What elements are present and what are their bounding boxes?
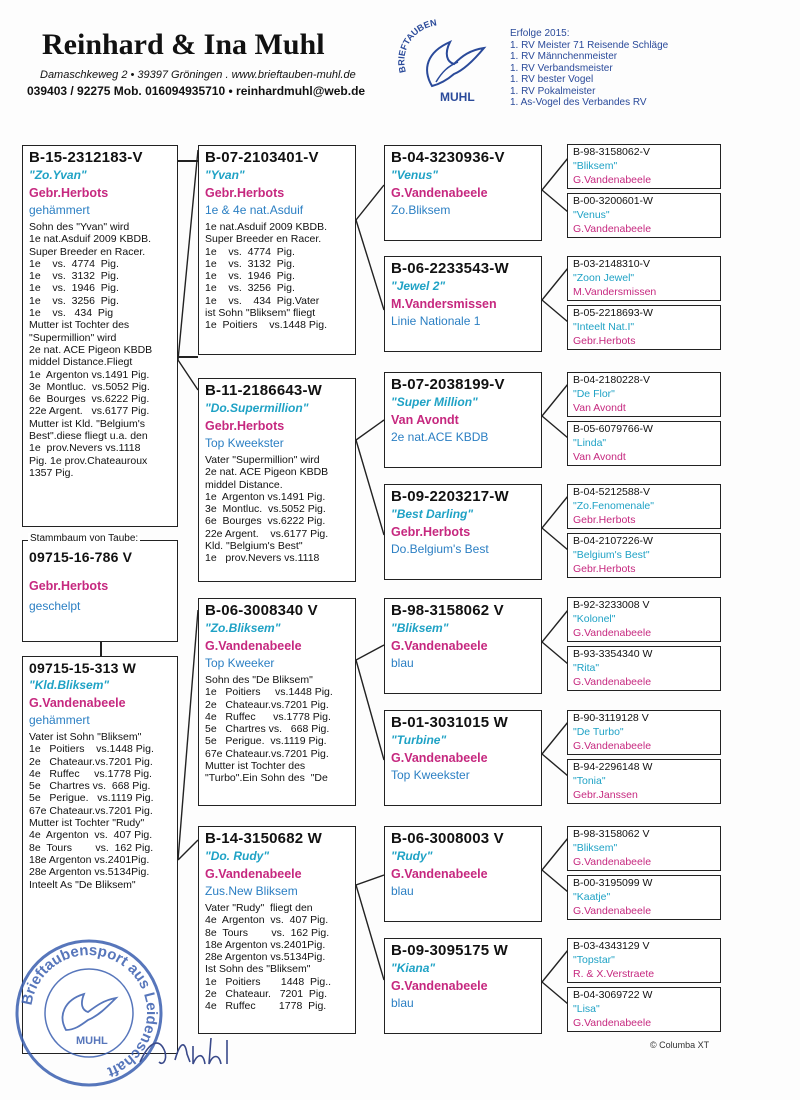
ring-number: B-05-6079766-W (573, 423, 653, 435)
ring-number: B-04-2107226-W (573, 535, 653, 547)
breeder: G.Vandenabeele (573, 740, 652, 752)
ring-number: B-06-2233543-W (391, 260, 509, 277)
description: Sohn des "Yvan" wird 1e nat.Asduif 2009 KBDB. Super Breeder en Racer. 1e vs. 4774 Pig. 1e vs. 3132 Pig. 1e vs. 1946 Pig. 1e vs. 3256 Pig. 1e vs. 434 Pig Mutter ist Tochter des "Supermillion" wird 2e nat. ACE Pigeon KBDB middel Distance.Fliegt 1e Argenton vs.1491 Pig. 3e Montluc. vs.5052 Pig. 6e Bourges vs.6222 Pig. 22e Argent. vs.6177 Pig. Mutter ist Kld. "Belgium's Best".diese fliegt u.a. den 1e prov.Nevers vs.1118 Pig. 1e prov.Chateauroux 1357 Pig. (29, 221, 153, 479)
ring-number: B-98-3158062-V (573, 146, 651, 158)
ring-number: B-07-2038199-V (391, 376, 505, 393)
pigeon-name: "Best Darling" (391, 507, 474, 521)
description: Vater "Rudy" fliegt den 4e Argenton vs. 407 Pig. 8e Tours vs. 162 Pig. 18e Argenton vs.2401Pig. 28e Argenton vs.5134Pig. Ist Sohn des "Bliksem" 1e Poitiers 1448 Pig.. 2e Chateaur. 7201 Pig. 4e Ruffec 1778 Pig. (205, 902, 332, 1013)
breeder: Gebr.Herbots (573, 514, 636, 526)
pigeon-name: "De Flor" (573, 388, 615, 400)
breeder: G.Vandenabeele (205, 639, 302, 653)
pigeon-name: "Linda" (573, 437, 607, 449)
note: Do.Belgium's Best (391, 542, 489, 556)
breeder: G.Vandenabeele (391, 979, 488, 993)
breeder: G.Vandenabeele (391, 639, 488, 653)
note: Top Kweeker (205, 656, 275, 670)
breeder: Gebr.Herbots (29, 186, 109, 200)
note: blau (391, 884, 414, 898)
note: 1e & 4e nat.Asduif (205, 203, 304, 217)
parent-card (198, 145, 356, 355)
breeder: G.Vandenabeele (391, 867, 488, 881)
pigeon-name: "Yvan" (205, 168, 245, 182)
svg-text:BRIEFTAUBEN: BRIEFTAUBEN (396, 17, 438, 74)
parent-card (198, 378, 356, 582)
pigeon-name: "Bliksem" (573, 842, 618, 854)
pigeon-name: "Kaatje" (573, 891, 611, 903)
svg-text:Brieftaubensport aus Leidensch: Brieftaubensport aus Leidenschaft (18, 941, 161, 1081)
note: geschelpt (29, 599, 81, 613)
breeder: G.Vandenabeele (391, 751, 488, 765)
grandparent-card (384, 372, 542, 468)
ring-number: B-04-3230936-V (391, 149, 505, 166)
pigeon-name: "Tonia" (573, 775, 606, 787)
ring-number: B-04-3069722 W (573, 989, 653, 1001)
grandparent-card (384, 938, 542, 1034)
breeder: G.Vandenabeele (573, 676, 652, 688)
breeder: Gebr.Herbots (573, 335, 636, 347)
note: Zo.Bliksem (391, 203, 451, 217)
footer-credit: © Columba XT (650, 1040, 710, 1050)
svg-text:MUHL: MUHL (440, 90, 475, 104)
pigeon-name: "Venus" (573, 209, 610, 221)
connectors-col3 (542, 140, 570, 1060)
grandparent-card (384, 598, 542, 694)
ring-number: 09715-16-786 V (29, 549, 133, 565)
ring-number: B-00-3200601-W (573, 195, 653, 207)
breeder: G.Vandenabeele (29, 696, 126, 710)
great-card (567, 372, 721, 417)
dove-logo (392, 14, 492, 114)
note: gehämmert (29, 713, 90, 727)
grandparent-card (384, 710, 542, 806)
pigeon-name: "Inteelt Nat.I" (573, 321, 635, 333)
pigeon-name: "Lisa" (573, 1003, 600, 1015)
great-card (567, 826, 721, 871)
breeder: G.Vandenabeele (573, 1017, 652, 1029)
success-item: 1. RV Verbandsmeister (510, 62, 613, 74)
ring-number: B-04-2180228-V (573, 374, 651, 386)
ring-number: B-04-5212588-V (573, 486, 651, 498)
pigeon-name: "Topstar" (573, 954, 615, 966)
breeder: Gebr.Herbots (205, 186, 285, 200)
breeder: Gebr.Herbots (391, 525, 471, 539)
signature (135, 1032, 245, 1072)
success-item: 1. As-Vogel des Verbandes RV (510, 97, 647, 108)
ring-number: B-09-3095175 W (391, 942, 509, 959)
breeder: Gebr.Herbots (29, 579, 109, 593)
breeder: M.Vandersmissen (573, 286, 657, 298)
breeder: Van Avondt (391, 413, 459, 427)
great-card (567, 305, 721, 350)
note: blau (391, 656, 414, 670)
success-title: Erfolge 2015: (510, 28, 570, 39)
pigeon-name: "Bliksem" (573, 160, 618, 172)
ring-number: B-98-3158062 V (391, 602, 504, 619)
ring-number: B-00-3195099 W (573, 877, 653, 889)
breeder: R. & X.Verstraete (573, 968, 655, 980)
great-card (567, 646, 721, 691)
breeder: Gebr.Herbots (205, 419, 285, 433)
description: Vater ist Sohn "Bliksem" 1e Poitiers vs.1448 Pig. 2e Chateaur.vs.7201 Pig. 4e Ruffec vs.1778 Pig. 5e Chartres vs. 668 Pig. 5e Perigue. vs.1119 Pig. 67e Chateaur.vs.7201 Pig. Mutter ist Tochter "Rudy" 4e Argenton vs. 407 Pig. 8e Tours vs. 162 Pig. 18e Argenton vs.2401Pig. 28e Argenton vs.5134Pig. Inteelt As "De Bliksem" (29, 731, 154, 891)
pigeon-name: "Venus" (391, 168, 438, 182)
success-item: 1. RV Männchenmeister (510, 51, 618, 62)
ring-number: B-98-3158062 V (573, 828, 650, 840)
pigeon-name: "De Turbo" (573, 726, 624, 738)
breeder: G.Vandenabeele (573, 223, 652, 235)
pigeon-name: "Zo.Yvan" (29, 168, 87, 182)
subject-card (22, 145, 178, 527)
address-line: Damaschkeweg 2 • 39397 Gröningen . www.brieftauben-muhl.de (40, 69, 356, 81)
parent-card (198, 826, 356, 1034)
pigeon-name: "Jewel 2" (391, 279, 446, 293)
note: 2e nat.ACE KBDB (391, 430, 489, 444)
note: Top Kweekster (205, 436, 284, 450)
great-card (567, 875, 721, 920)
description: 1e nat.Asduif 2009 KBDB. Super Breeder en Racer. 1e vs. 4774 Pig. 1e vs. 3132 Pig. 1e vs. 1946 Pig. 1e vs. 3256 Pig. 1e vs. 434 Pig.Vater ist Sohn "Bliksem" fliegt 1e Poitiers vs.1448 Pig. (205, 221, 327, 332)
success-item: 1. RV bester Vogel (510, 74, 594, 85)
pigeon-name: "Kld.Bliksem" (29, 678, 110, 692)
ring-number: B-15-2312183-V (29, 149, 143, 166)
breeder: Gebr.Herbots (573, 563, 636, 575)
grandparent-card (384, 256, 542, 352)
ring-number: B-06-3008003 V (391, 830, 504, 847)
pigeon-name: "Zoon Jewel" (573, 272, 635, 284)
great-card (567, 710, 721, 755)
stammbaum-label: Stammbaum von Taube: (30, 533, 139, 544)
ring-number: B-07-2103401-V (205, 149, 319, 166)
ring-number: B-01-3031015 W (391, 714, 509, 731)
grandparent-card (384, 145, 542, 241)
note: Zus.New Bliksem (205, 884, 298, 898)
ring-number: B-94-2296148 W (573, 761, 653, 773)
success-item: 1. RV Pokalmeister (510, 85, 596, 97)
connectors-col1 (178, 140, 200, 1060)
ring-number: 09715-15-313 W (29, 660, 137, 676)
ring-number: B-03-2148310-V (573, 258, 651, 270)
great-card (567, 144, 721, 189)
stammbaum-card (22, 540, 178, 642)
ring-number: B-14-3150682 W (205, 830, 323, 847)
svg-text:MUHL: MUHL (76, 1035, 108, 1047)
grandparent-card (384, 826, 542, 922)
breeder: M.Vandersmissen (391, 297, 497, 311)
success-list (510, 28, 668, 109)
pigeon-name: "Belgium's Best" (573, 549, 650, 561)
breeder: G.Vandenabeele (573, 627, 652, 639)
breeder: Van Avondt (573, 451, 626, 463)
great-card (567, 938, 721, 983)
success-item: 1. RV Meister 71 Reisende Schläge (510, 39, 669, 51)
parent-card (198, 598, 356, 806)
breeder: G.Vandenabeele (573, 905, 652, 917)
grandparent-card (384, 484, 542, 580)
pigeon-name: "Kiana" (391, 961, 436, 975)
ring-number: B-92-3233008 V (573, 599, 650, 611)
great-card (567, 987, 721, 1032)
great-card (567, 759, 721, 804)
great-card (567, 533, 721, 578)
great-card (567, 256, 721, 301)
ring-number: B-90-3119128 V (573, 712, 649, 724)
note: Top Kweekster (391, 768, 470, 782)
pigeon-name: "Rudy" (391, 849, 433, 863)
note: blau (391, 996, 414, 1010)
pigeon-name: "Rita" (573, 662, 600, 674)
note: gehämmert (29, 203, 90, 217)
pigeon-name: "Zo.Bliksem" (205, 621, 281, 635)
pigeon-name: "Do. Rudy" (205, 849, 270, 863)
great-card (567, 597, 721, 642)
breeder: G.Vandenabeele (573, 856, 652, 868)
great-card (567, 421, 721, 466)
pigeon-name: "Zo.Fenomenale" (573, 500, 654, 512)
ring-number: B-05-2218693-W (573, 307, 653, 319)
note: Linie Nationale 1 (391, 314, 481, 328)
pigeon-name: "Bliksem" (391, 621, 449, 635)
ring-number: B-03-4343129 V (573, 940, 650, 952)
pigeon-name: "Turbine" (391, 733, 447, 747)
breeder: Gebr.Janssen (573, 789, 638, 801)
ring-number: B-93-3354340 W (573, 648, 653, 660)
ring-number: B-11-2186643-W (205, 382, 323, 399)
contact-line: 039403 / 92275 Mob. 016094935710 • reinhardmuhl@web.de (27, 84, 366, 98)
pigeon-name: "Super Million" (391, 395, 478, 409)
great-card (567, 484, 721, 529)
connectors-col2 (356, 140, 386, 1060)
description: Vater "Supermillion" wird 2e nat. ACE Pigeon KBDB middel Distance. 1e Argenton vs.1491 Pig. 3e Montluc. vs.5052 Pig. 6e Bourges vs.6222 Pig. 22e Argent. vs.6177 Pig. Kld. "Belgium's Best" 1e prov.Nevers vs.1118 (205, 454, 329, 565)
pigeon-name: "Kolonel" (573, 613, 616, 625)
page-title: Reinhard & Ina Muhl (42, 28, 325, 61)
great-card (567, 193, 721, 238)
breeder: Van Avondt (573, 402, 626, 414)
pigeon-name: "Do.Supermillion" (205, 401, 309, 415)
description: Sohn des "De Bliksem" 1e Poitiers vs.1448 Pig. 2e Chateaur.vs.7201 Pig. 4e Ruffec vs.1778 Pig. 5e Chartres vs. 668 Pig. 5e Perigue. vs.1119 Pig. 67e Chateaur.vs.7201 Pig. Mutter ist Tochter des "Turbo".Ein Sohn des "De (205, 674, 333, 785)
ring-number: B-09-2203217-W (391, 488, 509, 505)
breeder: G.Vandenabeele (205, 867, 302, 881)
breeder: G.Vandenabeele (573, 174, 652, 186)
ring-number: B-06-3008340 V (205, 602, 318, 619)
breeder: G.Vandenabeele (391, 186, 488, 200)
